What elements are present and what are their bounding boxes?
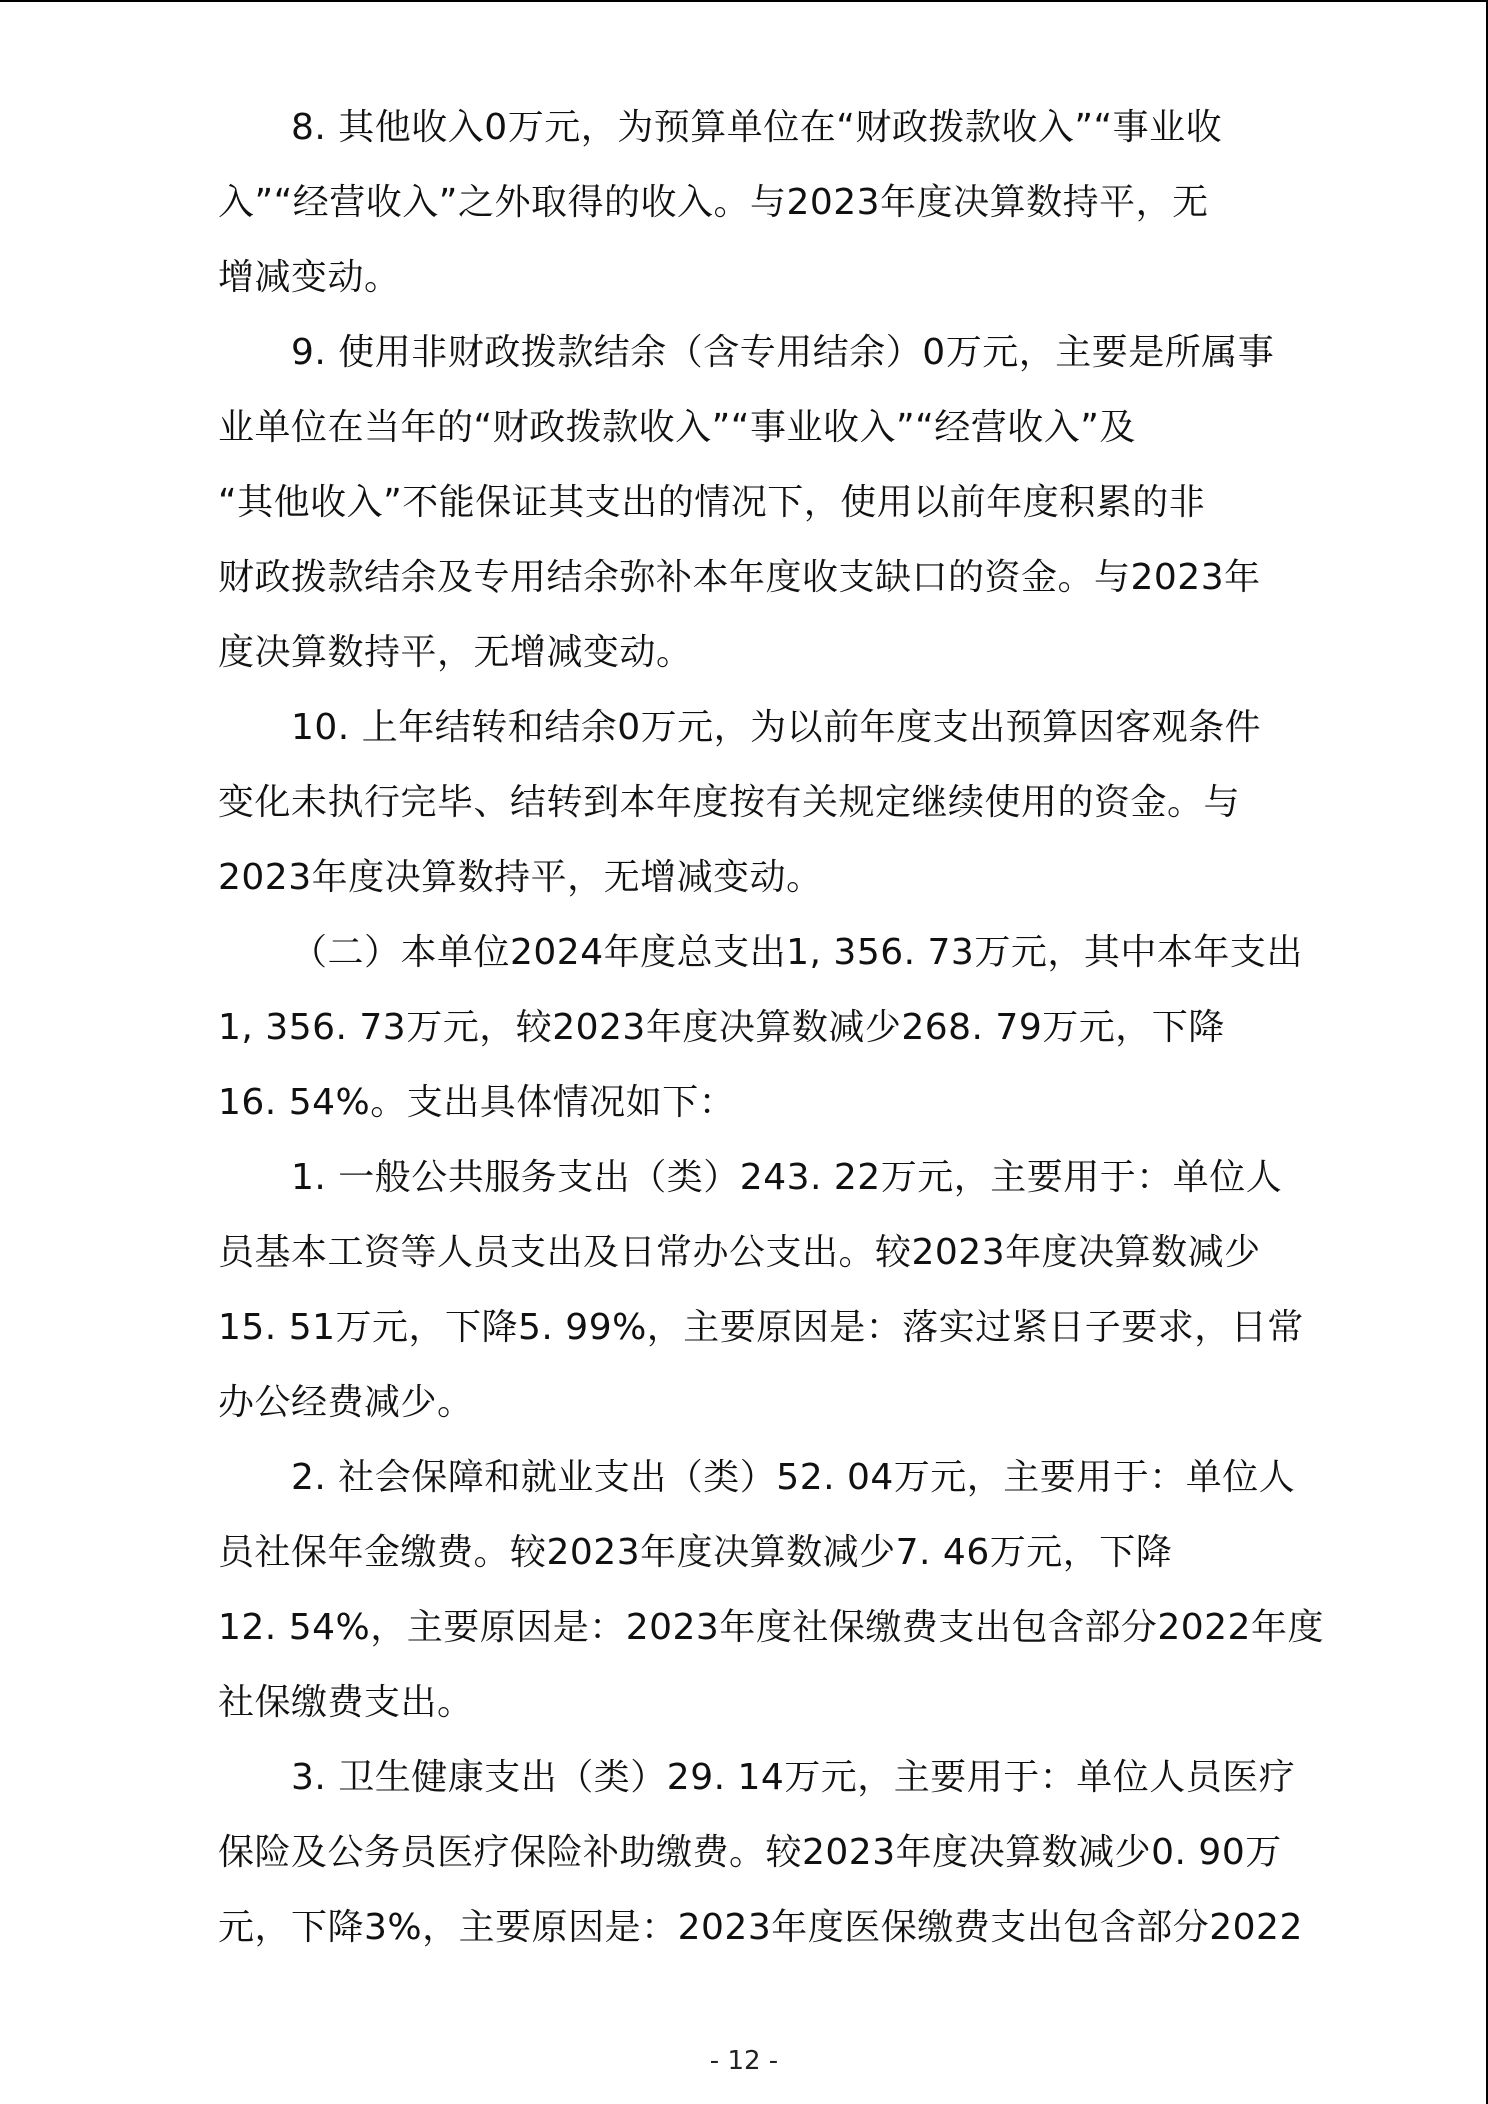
top-border	[0, 0, 1488, 2]
text-line: 12. 54%，主要原因是：2023年度社保缴费支出包含部分2022年度	[218, 1607, 1324, 1648]
text-line: 9. 使用非财政拨款结余（含专用结余）0万元，主要是所属事	[291, 332, 1275, 373]
text-line: 社保缴费支出。	[218, 1682, 474, 1723]
text-line: 1. 一般公共服务支出（类）243. 22万元，主要用于：单位人	[291, 1157, 1283, 1198]
text-line: 业单位在当年的“财政拨款收入”“事业收入”“经营收入”及	[218, 407, 1136, 448]
text-line: 度决算数持平，无增减变动。	[218, 632, 693, 673]
text-line: 变化未执行完毕、结转到本年度按有关规定继续使用的资金。与	[218, 782, 1241, 823]
text-line: 元，下降3%，主要原因是：2023年度医保缴费支出包含部分2022	[218, 1907, 1303, 1948]
text-line: 财政拨款结余及专用结余弥补本年度收支缺口的资金。与2023年	[218, 557, 1261, 598]
page-number: - 12 -	[709, 2046, 779, 2076]
text-line: 员社保年金缴费。较2023年度决算数减少7. 46万元，下降	[218, 1532, 1173, 1573]
text-line: 8. 其他收入0万元，为预算单位在“财政拨款收入”“事业收	[291, 107, 1223, 148]
text-line: 1, 356. 73万元，较2023年度决算数减少268. 79万元，下降	[218, 1007, 1225, 1048]
text-line: 员基本工资等人员支出及日常办公支出。较2023年度决算数减少	[218, 1232, 1261, 1273]
text-line: 办公经费减少。	[218, 1382, 474, 1423]
text-line: 15. 51万元，下降5. 99%，主要原因是：落实过紧日子要求，日常	[218, 1307, 1304, 1348]
text-line: 保险及公务员医疗保险补助缴费。较2023年度决算数减少0. 90万	[218, 1832, 1282, 1873]
text-line: 增减变动。	[218, 257, 401, 298]
text-line: 16. 54%。支出具体情况如下：	[218, 1082, 736, 1123]
text-line: （二）本单位2024年度总支出1, 356. 73万元，其中本年支出	[291, 932, 1303, 973]
text-line: 入”“经营收入”之外取得的收入。与2023年度决算数持平，无	[218, 182, 1209, 223]
text-line: 2023年度决算数持平，无增减变动。	[218, 857, 823, 898]
text-line: 10. 上年结转和结余0万元，为以前年度支出预算因客观条件	[291, 707, 1262, 748]
text-line: 3. 卫生健康支出（类）29. 14万元，主要用于：单位人员医疗	[291, 1757, 1296, 1798]
text-line: 2. 社会保障和就业支出（类）52. 04万元，主要用于：单位人	[291, 1457, 1296, 1498]
text-line: “其他收入”不能保证其支出的情况下，使用以前年度积累的非	[218, 482, 1206, 523]
